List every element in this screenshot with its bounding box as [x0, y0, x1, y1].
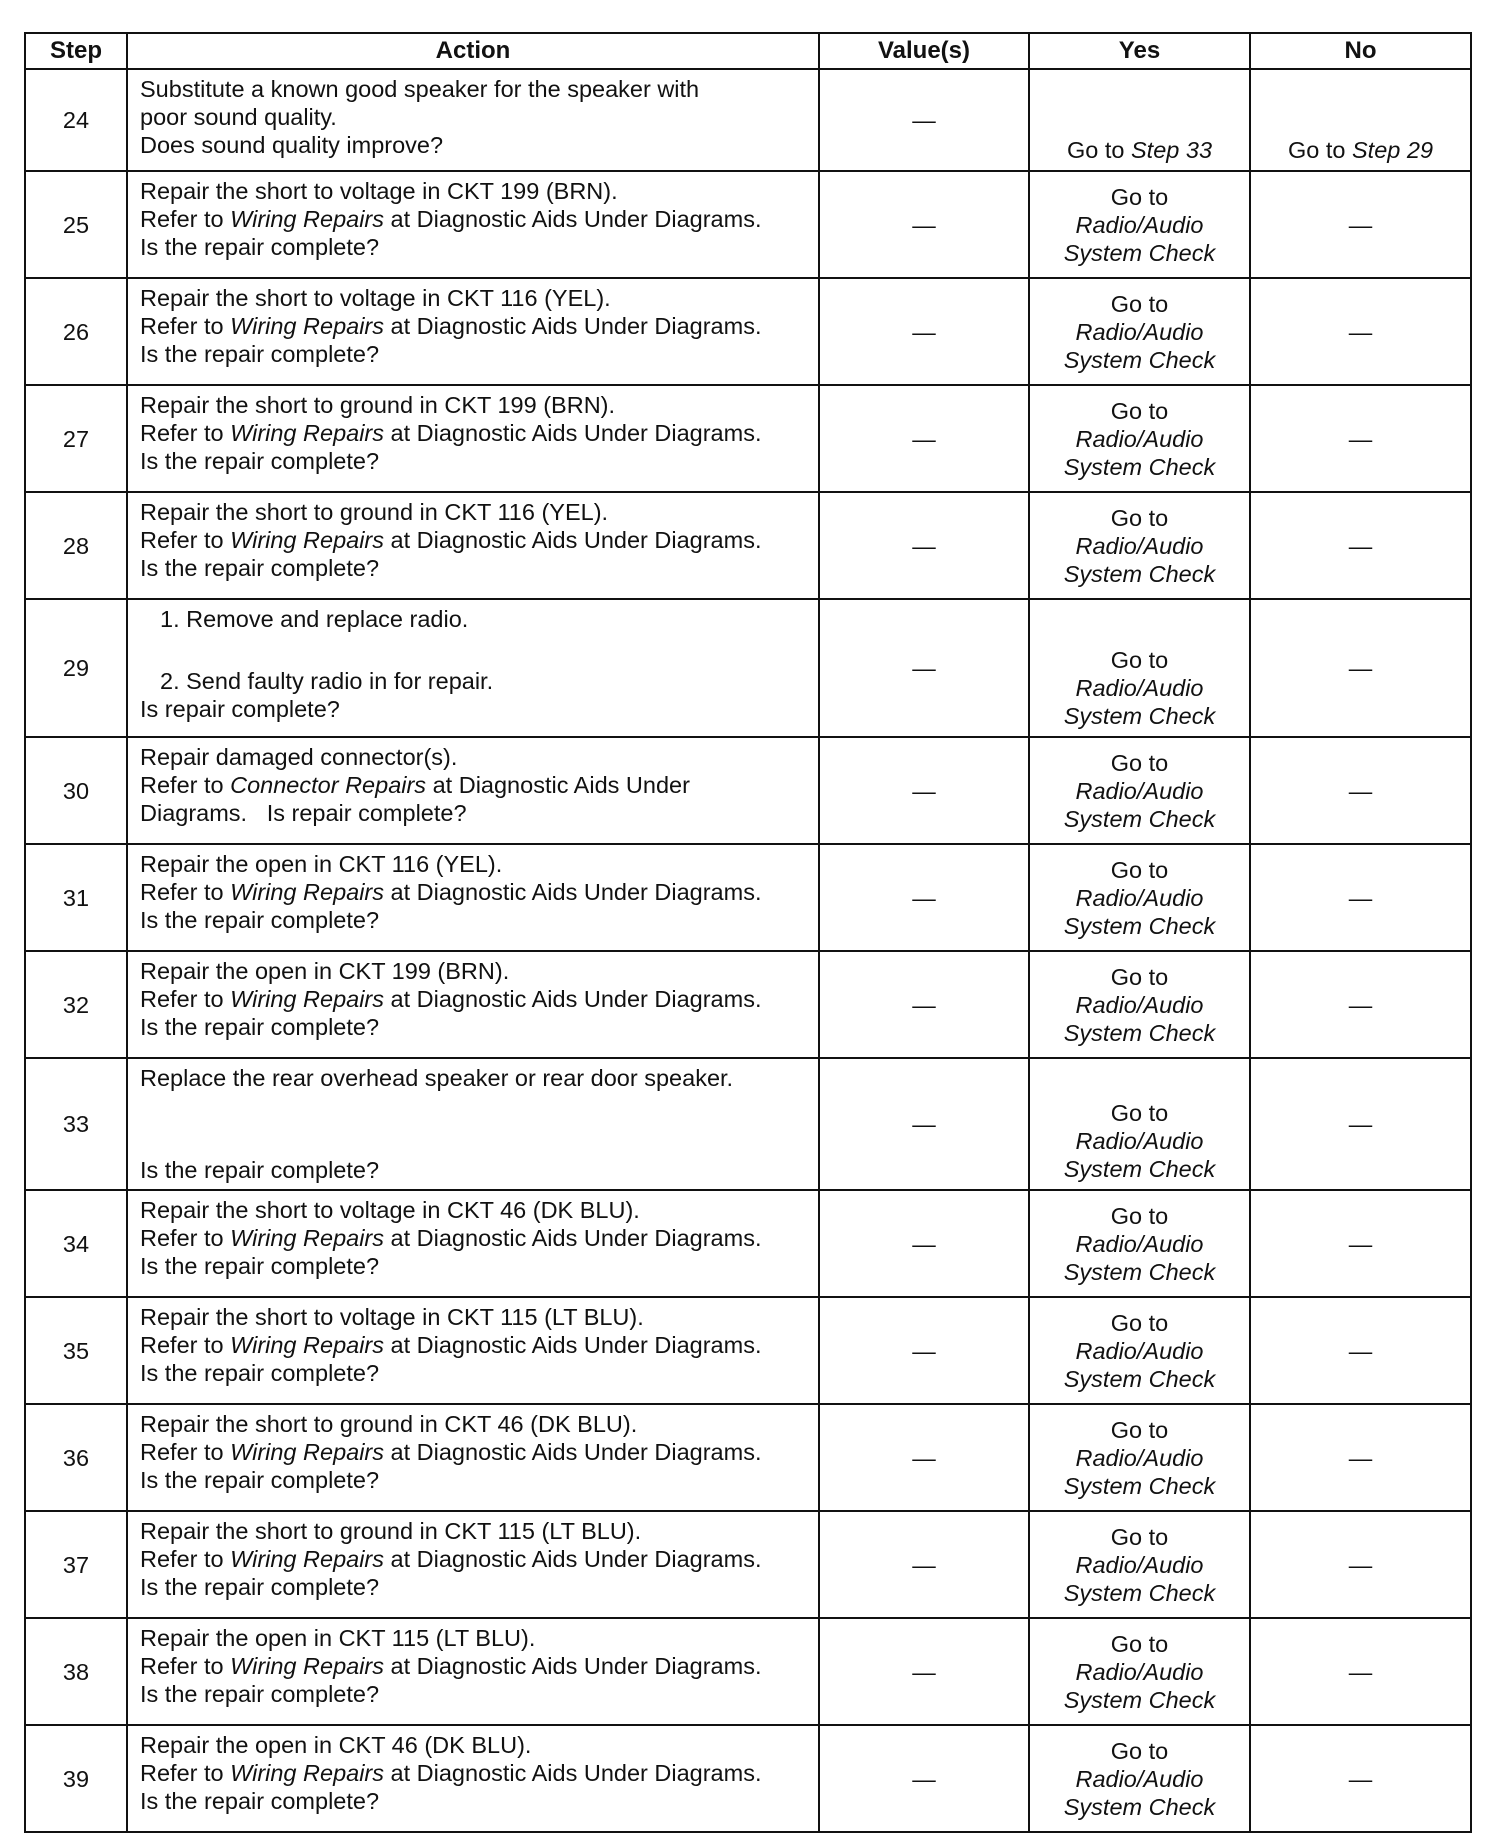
yes-cell	[1029, 1511, 1250, 1618]
go-to-label: Go to	[1110, 1202, 1169, 1229]
check-ref-line2: System Check	[1063, 1579, 1216, 1606]
no-cell: —	[1250, 844, 1471, 951]
action-question: Is the repair complete?	[140, 1788, 380, 1814]
no-cell: —	[1250, 951, 1471, 1058]
values-cell: —	[819, 1511, 1029, 1618]
spacer	[140, 633, 808, 667]
spacer	[140, 1092, 808, 1156]
yes-cell	[1029, 599, 1250, 737]
wiring-repairs-ref: Wiring Repairs	[230, 986, 385, 1012]
action-cell	[127, 1725, 819, 1832]
action-question: Is the repair complete?	[140, 1574, 380, 1600]
yes-cell	[1029, 171, 1250, 278]
go-to-label: Go to	[1110, 504, 1169, 531]
step-number: 29	[25, 599, 127, 737]
action-line: poor sound quality.	[140, 104, 337, 130]
header-no: No	[1250, 33, 1471, 69]
check-ref-line1: Radio/Audio	[1075, 211, 1204, 238]
step-number: 37	[25, 1511, 127, 1618]
action-line: Substitute a known good speaker for the speaker with	[140, 76, 700, 102]
refer-line	[140, 205, 808, 233]
table-row	[25, 599, 1471, 737]
refer-prefix: Refer to	[140, 879, 224, 905]
refer-line	[140, 1438, 808, 1466]
wiring-repairs-ref: Wiring Repairs	[230, 1546, 385, 1572]
refer-prefix: Refer to	[140, 420, 224, 446]
step-number: 39	[25, 1725, 127, 1832]
refer-tail: at Diagnostic Aids Under Diagrams.	[390, 1760, 762, 1786]
check-ref-line1: Radio/Audio	[1075, 1230, 1204, 1257]
refer-line	[140, 985, 808, 1013]
refer-tail: at Diagnostic Aids Under Diagrams.	[390, 527, 762, 553]
values-cell: —	[819, 1725, 1029, 1832]
action-cell	[127, 599, 819, 737]
no-cell: —	[1250, 278, 1471, 385]
no-cell: —	[1250, 1058, 1471, 1190]
yes-prefix: Go to	[1066, 137, 1125, 163]
connector-repairs-ref: Connector Repairs	[230, 772, 427, 798]
refer-prefix: Refer to	[140, 206, 224, 232]
check-ref-line1: Radio/Audio	[1075, 1444, 1204, 1471]
action-line: Replace the rear overhead speaker or rear door speaker.	[140, 1065, 734, 1091]
values-cell: —	[819, 171, 1029, 278]
action-cell	[127, 1404, 819, 1511]
action-question: Is the repair complete?	[140, 1360, 380, 1386]
action-cell	[127, 1058, 819, 1190]
check-ref-line2: System Check	[1063, 1686, 1216, 1713]
yes-cell	[1029, 951, 1250, 1058]
header-values: Value(s)	[819, 33, 1029, 69]
numbered-item: 2. Send faulty radio in for repair.	[160, 668, 494, 694]
values-cell: —	[819, 1404, 1029, 1511]
no-cell: —	[1250, 1725, 1471, 1832]
action-question: Is repair complete?	[266, 800, 467, 826]
yes-cell	[1029, 844, 1250, 951]
header-row	[25, 33, 1471, 69]
refer-line	[140, 312, 808, 340]
action-cell	[127, 492, 819, 599]
table-row	[25, 844, 1471, 951]
header-action: Action	[127, 33, 819, 69]
action-cell	[127, 1618, 819, 1725]
refer-line	[140, 1652, 808, 1680]
wiring-repairs-ref: Wiring Repairs	[230, 879, 385, 905]
yes-cell	[1029, 69, 1250, 171]
go-to-label: Go to	[1110, 1416, 1169, 1443]
check-ref-line1: Radio/Audio	[1075, 1658, 1204, 1685]
check-ref-line2: System Check	[1063, 1472, 1216, 1499]
refer-prefix: Refer to	[140, 1653, 224, 1679]
yes-cell	[1029, 1618, 1250, 1725]
action-question: Is repair complete?	[140, 696, 340, 722]
go-to-label: Go to	[1110, 1100, 1169, 1126]
step-number: 32	[25, 951, 127, 1058]
table-row	[25, 1058, 1471, 1190]
action-line: Repair the open in CKT 199 (BRN).	[140, 958, 510, 984]
action-cell	[127, 1190, 819, 1297]
wiring-repairs-ref: Wiring Repairs	[230, 313, 385, 339]
action-line: Repair the short to ground in CKT 199 (BRN).	[140, 392, 616, 418]
step-number: 34	[25, 1190, 127, 1297]
header-step: Step	[25, 33, 127, 69]
refer-tail: at Diagnostic Aids Under	[432, 772, 690, 798]
no-cell: —	[1250, 1511, 1471, 1618]
action-cell	[127, 1297, 819, 1404]
go-to-label: Go to	[1110, 647, 1169, 673]
values-cell: —	[819, 1618, 1029, 1725]
values-cell: —	[819, 385, 1029, 492]
yes-cell	[1029, 1058, 1250, 1190]
check-ref-line2: System Check	[1063, 912, 1216, 939]
no-cell: —	[1250, 1404, 1471, 1511]
check-ref-line2: System Check	[1063, 1258, 1216, 1285]
check-ref-line2: System Check	[1063, 560, 1216, 587]
refer-prefix: Refer to	[140, 313, 224, 339]
wiring-repairs-ref: Wiring Repairs	[230, 527, 385, 553]
refer-prefix: Refer to	[140, 986, 224, 1012]
refer-tail: at Diagnostic Aids Under Diagrams.	[390, 420, 762, 446]
values-cell: —	[819, 737, 1029, 844]
refer-tail: at Diagnostic Aids Under Diagrams.	[390, 1546, 762, 1572]
yes-cell	[1029, 385, 1250, 492]
go-to-label: Go to	[1110, 1523, 1169, 1550]
refer-tail: at Diagnostic Aids Under Diagrams.	[390, 1225, 762, 1251]
values-cell: —	[819, 599, 1029, 737]
step-number: 26	[25, 278, 127, 385]
refer-prefix: Refer to	[140, 1332, 224, 1358]
step-number: 24	[25, 69, 127, 171]
no-step-ref: Step 29	[1352, 137, 1434, 163]
wiring-repairs-ref: Wiring Repairs	[230, 206, 385, 232]
refer-tail: at Diagnostic Aids Under Diagrams.	[390, 1439, 762, 1465]
refer-tail: at Diagnostic Aids Under Diagrams.	[390, 1332, 762, 1358]
refer-prefix: Refer to	[140, 772, 224, 798]
refer-prefix: Refer to	[140, 1546, 224, 1572]
yes-cell	[1029, 1190, 1250, 1297]
step-number: 35	[25, 1297, 127, 1404]
no-cell: —	[1250, 1297, 1471, 1404]
refer-line-continued	[140, 799, 808, 827]
table-row	[25, 951, 1471, 1058]
table-row	[25, 1618, 1471, 1725]
table-row	[25, 385, 1471, 492]
check-ref-line2: System Check	[1063, 805, 1216, 832]
refer-tail: at Diagnostic Aids Under Diagrams.	[390, 879, 762, 905]
values-cell: —	[819, 1058, 1029, 1190]
check-ref-line1: Radio/Audio	[1075, 991, 1204, 1018]
step-number: 31	[25, 844, 127, 951]
values-cell: —	[819, 1190, 1029, 1297]
go-to-label: Go to	[1110, 183, 1169, 210]
action-line: Repair the open in CKT 116 (YEL).	[140, 851, 503, 877]
go-to-label: Go to	[1110, 290, 1169, 317]
go-to-label: Go to	[1110, 1309, 1169, 1336]
header-yes: Yes	[1029, 33, 1250, 69]
check-ref-line1: Radio/Audio	[1075, 1337, 1204, 1364]
yes-cell	[1029, 492, 1250, 599]
action-cell	[127, 278, 819, 385]
check-ref-line1: Radio/Audio	[1075, 884, 1204, 911]
check-ref-line1: Radio/Audio	[1075, 1128, 1204, 1154]
action-question: Is the repair complete?	[140, 1253, 380, 1279]
check-ref-line1: Radio/Audio	[1075, 318, 1204, 345]
yes-cell	[1029, 278, 1250, 385]
go-to-label: Go to	[1110, 1737, 1169, 1764]
action-question: Is the repair complete?	[140, 234, 380, 260]
action-question: Is the repair complete?	[140, 1014, 380, 1040]
table-row	[25, 1190, 1471, 1297]
refer-tail: at Diagnostic Aids Under Diagrams.	[390, 206, 762, 232]
table-row	[25, 492, 1471, 599]
step-number: 33	[25, 1058, 127, 1190]
table-row	[25, 278, 1471, 385]
refer-continued: Diagrams.	[140, 800, 248, 826]
numbered-item: 1. Remove and replace radio.	[160, 606, 469, 632]
action-question: Is the repair complete?	[140, 555, 380, 581]
action-question: Is the repair complete?	[140, 907, 380, 933]
action-cell	[127, 844, 819, 951]
table-row	[25, 1297, 1471, 1404]
no-cell: —	[1250, 1190, 1471, 1297]
refer-line	[140, 878, 808, 906]
refer-line	[140, 526, 808, 554]
step-number: 36	[25, 1404, 127, 1511]
action-line: Repair the short to voltage in CKT 46 (DK BLU).	[140, 1197, 640, 1223]
action-line: Repair the short to ground in CKT 46 (DK BLU).	[140, 1411, 638, 1437]
wiring-repairs-ref: Wiring Repairs	[230, 420, 385, 446]
action-question: Is the repair complete?	[140, 341, 380, 367]
action-cell	[127, 1511, 819, 1618]
action-cell	[127, 951, 819, 1058]
values-cell: —	[819, 278, 1029, 385]
step-number: 28	[25, 492, 127, 599]
go-to-label: Go to	[1110, 1630, 1169, 1657]
check-ref-line2: System Check	[1063, 1793, 1216, 1820]
action-line: Repair the short to ground in CKT 116 (YEL).	[140, 499, 609, 525]
check-ref-line1: Radio/Audio	[1075, 425, 1204, 452]
step-number: 30	[25, 737, 127, 844]
step-number: 25	[25, 171, 127, 278]
check-ref-line2: System Check	[1063, 239, 1216, 266]
action-question: Does sound quality improve?	[140, 132, 444, 158]
check-ref-line1: Radio/Audio	[1075, 675, 1204, 701]
check-ref-line1: Radio/Audio	[1075, 1551, 1204, 1578]
refer-prefix: Refer to	[140, 527, 224, 553]
refer-tail: at Diagnostic Aids Under Diagrams.	[390, 1653, 762, 1679]
action-line: Repair damaged connector(s).	[140, 744, 458, 770]
step-number: 38	[25, 1618, 127, 1725]
no-cell: —	[1250, 599, 1471, 737]
no-cell: —	[1250, 737, 1471, 844]
check-ref-line1: Radio/Audio	[1075, 777, 1204, 804]
no-cell	[1250, 69, 1471, 171]
refer-line	[140, 1759, 808, 1787]
yes-cell	[1029, 1297, 1250, 1404]
refer-line	[140, 1331, 808, 1359]
no-cell: —	[1250, 1618, 1471, 1725]
values-cell: —	[819, 844, 1029, 951]
refer-prefix: Refer to	[140, 1225, 224, 1251]
check-ref-line2: System Check	[1063, 1156, 1216, 1182]
action-line: Repair the short to voltage in CKT 199 (BRN).	[140, 178, 618, 204]
refer-prefix: Refer to	[140, 1439, 224, 1465]
diagnostic-table	[24, 32, 1472, 1833]
action-line: Repair the open in CKT 115 (LT BLU).	[140, 1625, 536, 1651]
action-question: Is the repair complete?	[140, 448, 380, 474]
check-ref-line2: System Check	[1063, 453, 1216, 480]
values-cell: —	[819, 492, 1029, 599]
yes-cell	[1029, 737, 1250, 844]
action-line: Repair the short to voltage in CKT 115 (LT BLU).	[140, 1304, 644, 1330]
go-to-label: Go to	[1110, 749, 1169, 776]
action-question: Is the repair complete?	[140, 1467, 380, 1493]
table-row	[25, 1511, 1471, 1618]
table-row	[25, 737, 1471, 844]
yes-cell	[1029, 1404, 1250, 1511]
table-row	[25, 69, 1471, 171]
action-question: Is the repair complete?	[140, 1681, 380, 1707]
table-row	[25, 171, 1471, 278]
wiring-repairs-ref: Wiring Repairs	[230, 1439, 385, 1465]
action-line: Repair the open in CKT 46 (DK BLU).	[140, 1732, 532, 1758]
check-ref-line2: System Check	[1063, 346, 1216, 373]
wiring-repairs-ref: Wiring Repairs	[230, 1760, 385, 1786]
action-cell	[127, 171, 819, 278]
check-ref-line1: Radio/Audio	[1075, 532, 1204, 559]
action-cell	[127, 69, 819, 171]
check-ref-line1: Radio/Audio	[1075, 1765, 1204, 1792]
wiring-repairs-ref: Wiring Repairs	[230, 1653, 385, 1679]
go-to-label: Go to	[1110, 963, 1169, 990]
check-ref-line2: System Check	[1063, 1019, 1216, 1046]
action-line: Repair the short to ground in CKT 115 (LT BLU).	[140, 1518, 642, 1544]
refer-tail: at Diagnostic Aids Under Diagrams.	[390, 313, 762, 339]
go-to-label: Go to	[1110, 397, 1169, 424]
yes-step-ref: Step 33	[1131, 137, 1213, 163]
values-cell: —	[819, 1297, 1029, 1404]
refer-line	[140, 1224, 808, 1252]
action-line: Repair the short to voltage in CKT 116 (YEL).	[140, 285, 611, 311]
no-prefix: Go to	[1287, 137, 1346, 163]
refer-line	[140, 1545, 808, 1573]
refer-line	[140, 771, 808, 799]
wiring-repairs-ref: Wiring Repairs	[230, 1225, 385, 1251]
step-number: 27	[25, 385, 127, 492]
no-cell: —	[1250, 385, 1471, 492]
action-cell	[127, 737, 819, 844]
values-cell: —	[819, 951, 1029, 1058]
check-ref-line2: System Check	[1063, 1365, 1216, 1392]
go-to-label: Go to	[1110, 856, 1169, 883]
values-cell: —	[819, 69, 1029, 171]
refer-prefix: Refer to	[140, 1760, 224, 1786]
no-cell: —	[1250, 171, 1471, 278]
no-cell: —	[1250, 492, 1471, 599]
table-row	[25, 1725, 1471, 1832]
refer-tail: at Diagnostic Aids Under Diagrams.	[390, 986, 762, 1012]
wiring-repairs-ref: Wiring Repairs	[230, 1332, 385, 1358]
table-row	[25, 1404, 1471, 1511]
refer-line	[140, 419, 808, 447]
action-question: Is the repair complete?	[140, 1157, 380, 1183]
yes-cell	[1029, 1725, 1250, 1832]
action-cell	[127, 385, 819, 492]
check-ref-line2: System Check	[1063, 703, 1216, 729]
